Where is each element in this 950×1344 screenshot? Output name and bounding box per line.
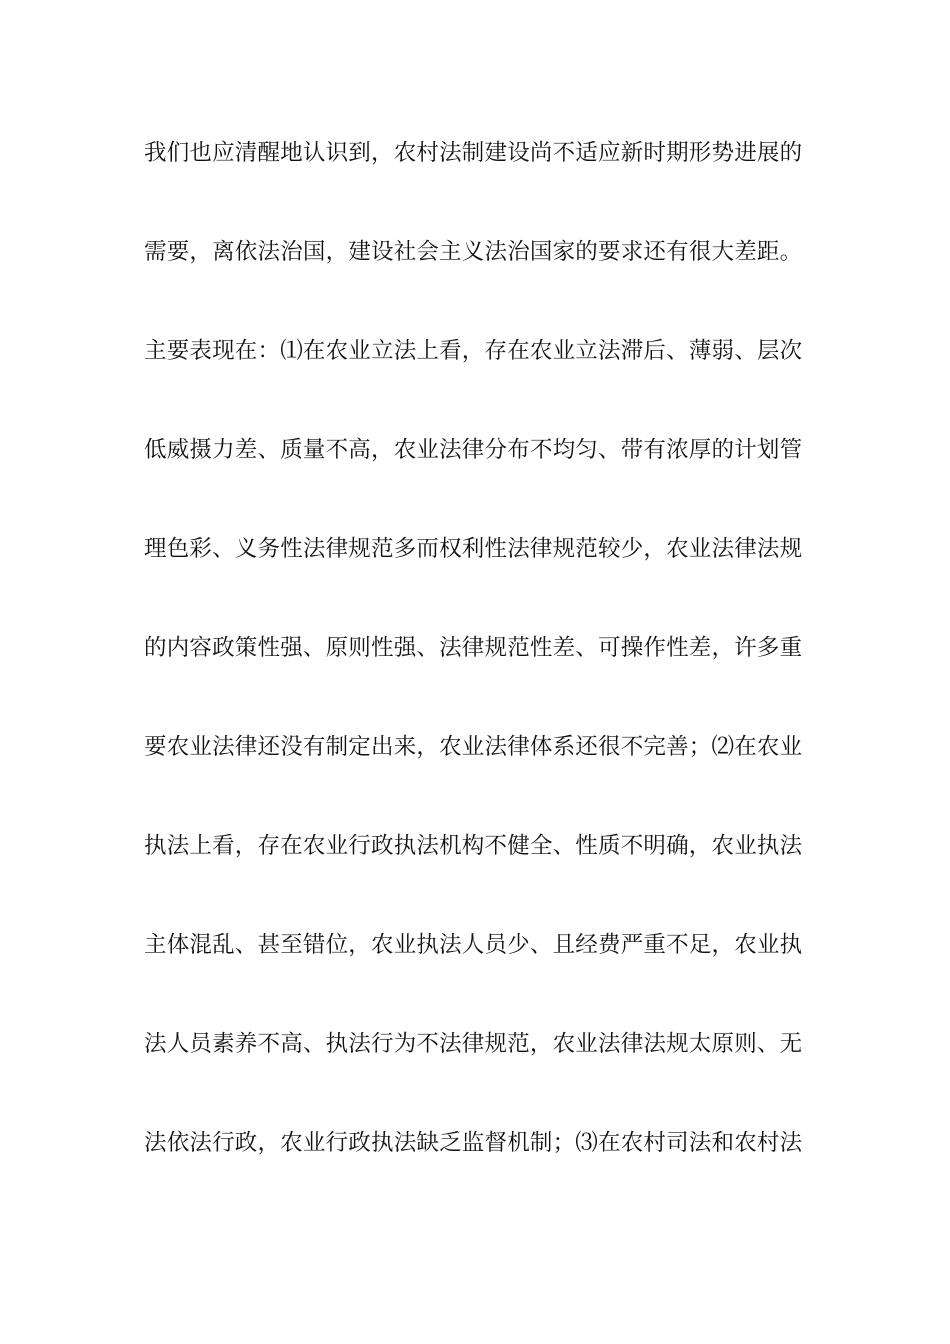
text-line: 主要表现在：⑴在农业立法上看，存在农业立法滞后、薄弱、层次 — [144, 338, 803, 364]
text-line: 要农业法律还没有制定出来，农业法律体系还很不完善；⑵在农业 — [144, 734, 803, 760]
text-line: 理色彩、义务性法律规范多而权利性法律规范较少，农业法律法规 — [144, 536, 803, 562]
text-line: 执法上看，存在农业行政执法机构不健全、性质不明确，农业执法 — [144, 833, 803, 859]
text-line: 我们也应清醒地认识到，农村法制建设尚不适应新时期形势进展的 — [144, 140, 803, 166]
text-line: 法人员素养不高、执法行为不法律规范，农业法律法规太原则、无 — [144, 1031, 803, 1057]
text-line: 主体混乱、甚至错位，农业执法人员少、且经费严重不足，农业执 — [144, 932, 803, 958]
body-paragraph — [144, 134, 814, 1223]
text-line: 的内容政策性强、原则性强、法律规范性差、可操作性差，许多重 — [144, 635, 803, 661]
text-line: 需要，离依法治国，建设社会主义法治国家的要求还有很大差距。 — [144, 239, 803, 265]
text-line: 低威摄力差、质量不高，农业法律分布不均匀、带有浓厚的计划管 — [144, 437, 803, 463]
text-line: 法依法行政，农业行政执法缺乏监督机制；⑶在农村司法和农村法 — [144, 1130, 803, 1156]
